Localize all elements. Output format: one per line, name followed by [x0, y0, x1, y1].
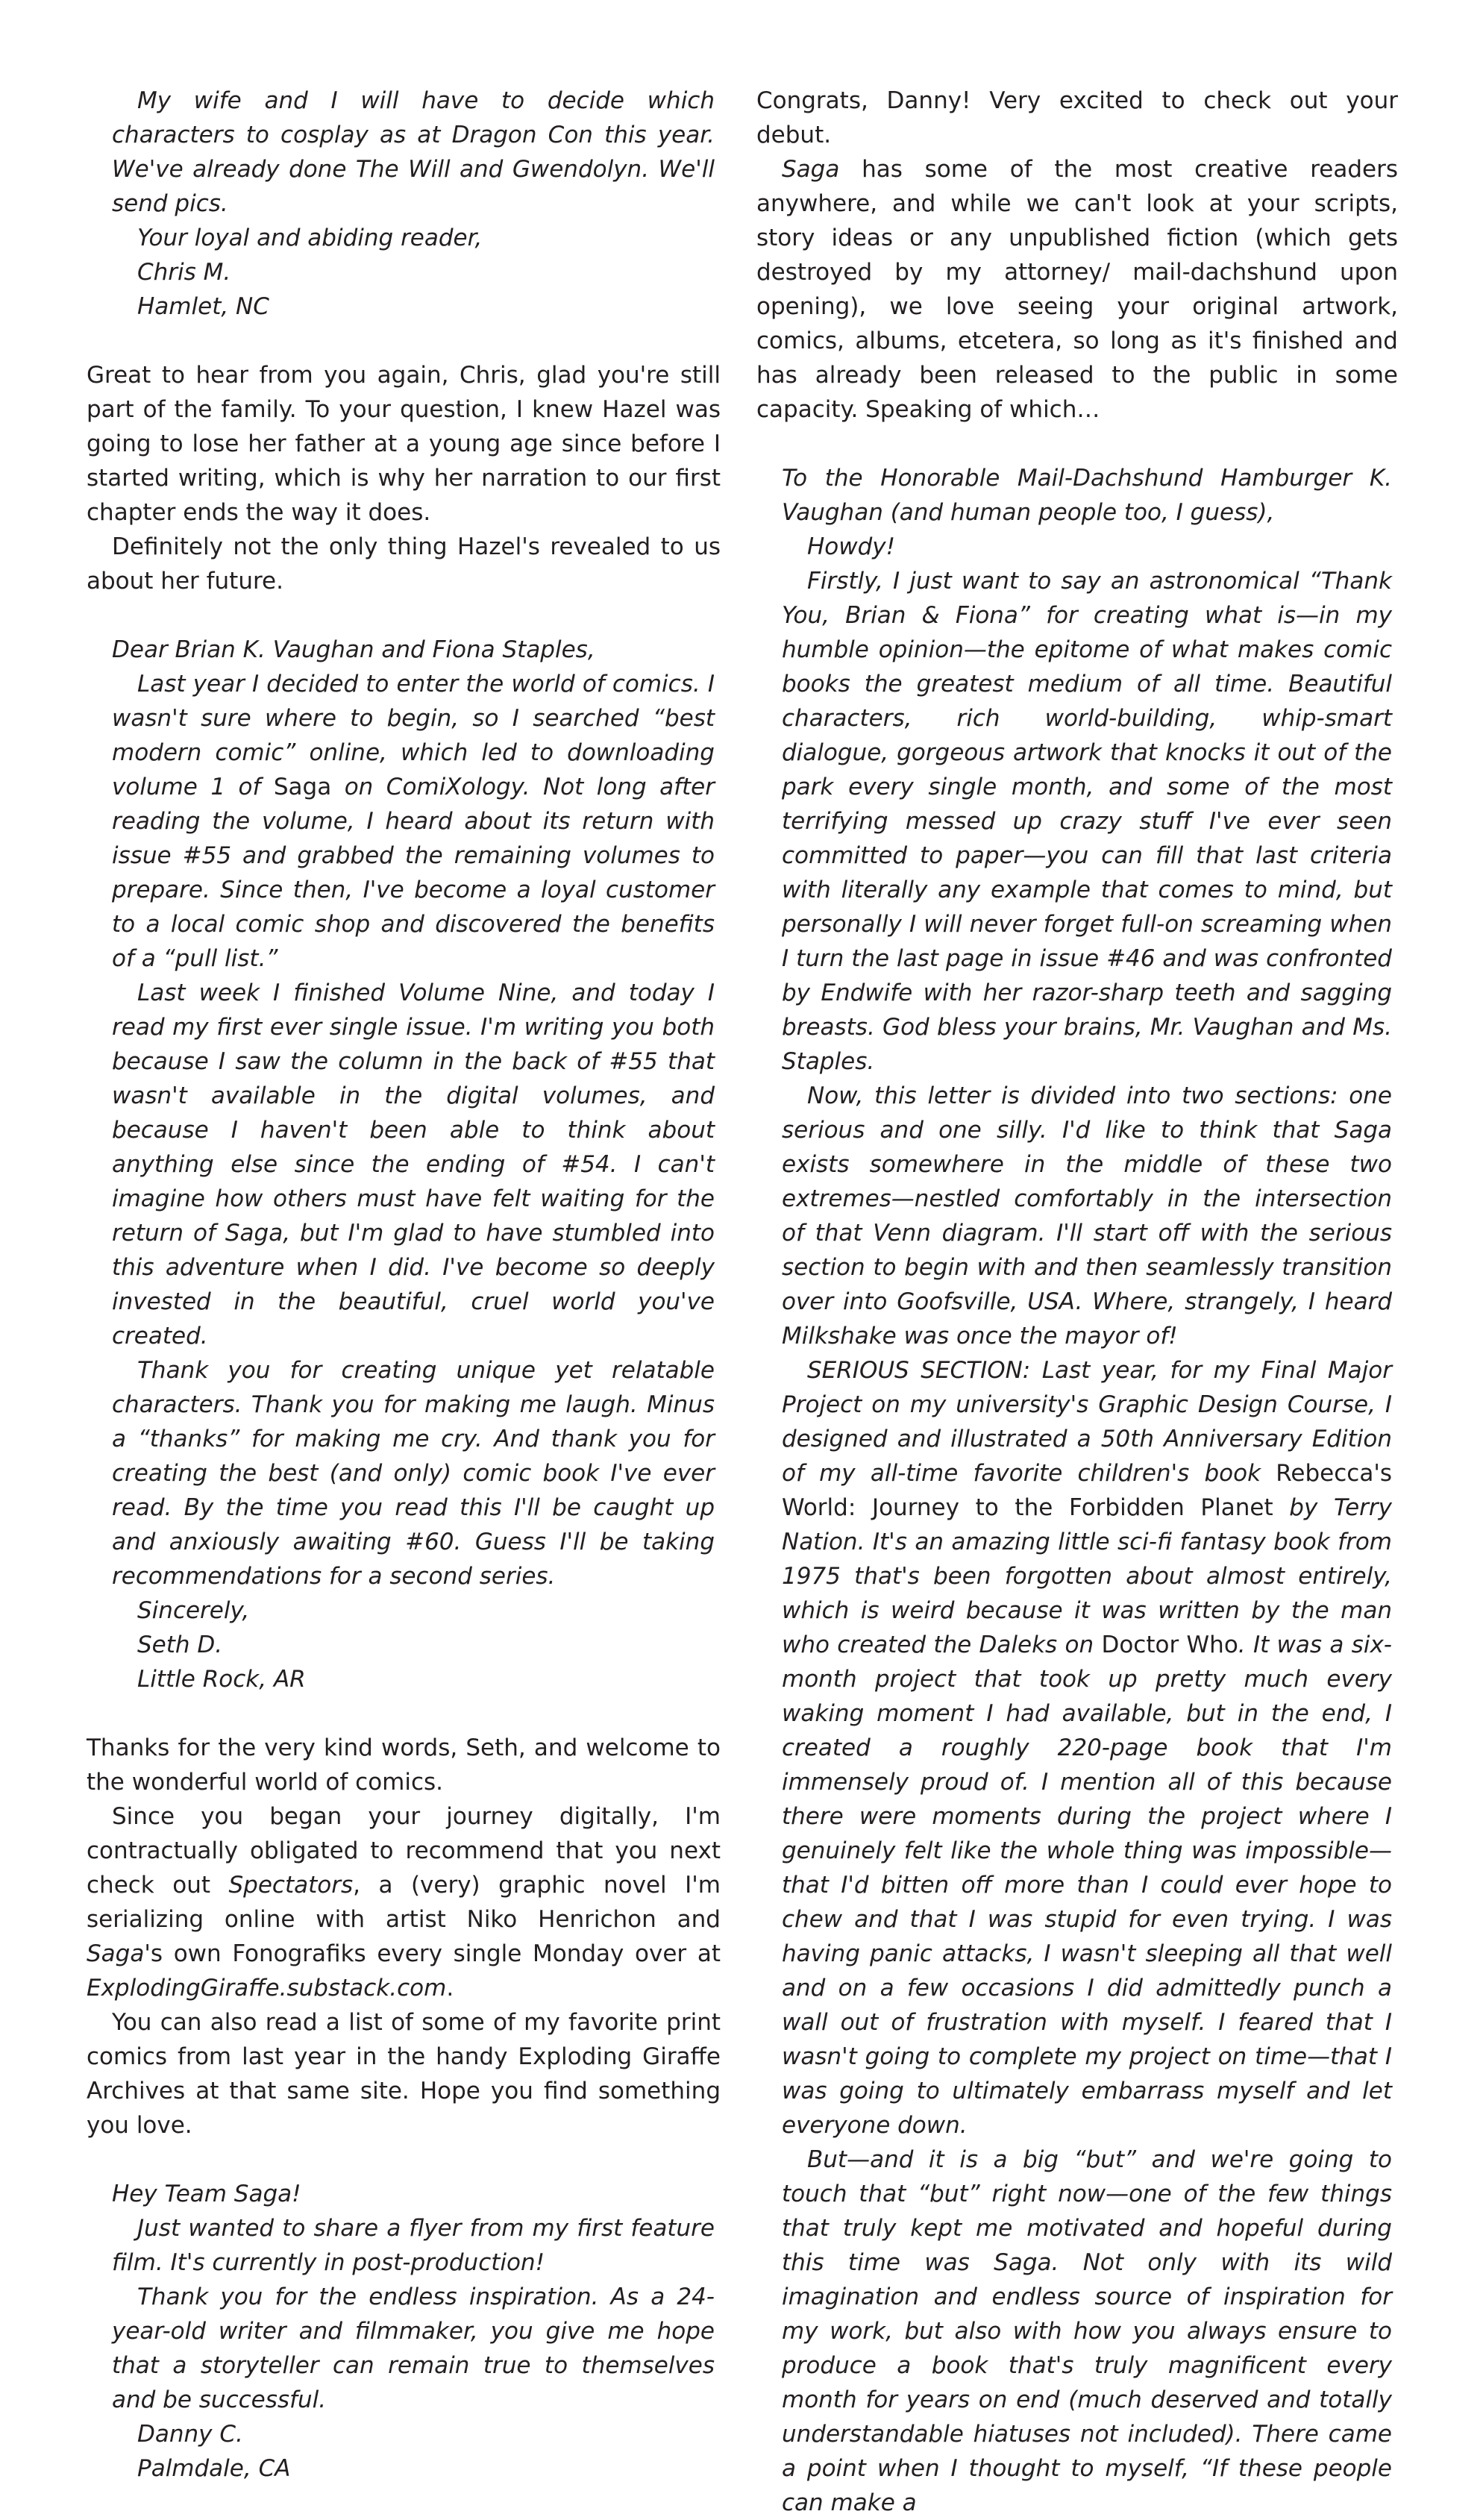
big-letter — [756, 461, 1398, 2520]
spacer — [87, 2143, 721, 2177]
title-run: Doctor Who — [1101, 1632, 1238, 1658]
title-run: Saga — [87, 1940, 145, 1967]
chris-letter — [87, 84, 721, 324]
letter-paragraph — [112, 667, 715, 976]
letter-paragraph: Last week I finished Volume Nine, and today I read my first ever single issue. I'm writing you both because I saw the column in the back of #55 that wasn't available in the digital volumes, and because I haven't been able to think about anything else since the ending of #54. I can't imagine how others must have felt waiting for the return of Saga, but I'm glad to have stumbled into this adventure when I did. I've become so deeply invested in the beautiful, cruel world you've created. — [112, 980, 715, 1350]
spacer — [87, 598, 721, 633]
letter-author: Chris M. — [137, 259, 231, 286]
letter-paragraph — [782, 1353, 1392, 2143]
letter-salutation: To the Honorable Mail-Dachshund Hamburger K. Vaughan (and human people too, I guess), — [782, 465, 1392, 526]
letter-greeting: Howdy! — [807, 533, 896, 560]
text-run: , a (very) graphic novel I'm serializing online with artist Niko Henrichon and — [87, 1872, 721, 1933]
letter-location: Little Rock, AR — [137, 1666, 306, 1693]
left-column — [87, 84, 721, 2486]
letter-salutation: Dear Brian K. Vaughan and Fiona Staples, — [112, 636, 595, 663]
danny-letter — [87, 2177, 721, 2486]
website-link[interactable]: ExplodingGiraffe.substack.com — [87, 1975, 447, 2002]
text-run: by Terry Nation. It's an amazing little sci-fi fantasy book from 1975 that's been forgotten about almost entirely, which is weird because it was written by the man who created the Daleks on — [782, 1494, 1392, 1658]
letter-location: Hamlet, NC — [137, 293, 269, 320]
seth-letter — [87, 633, 721, 1696]
text-run: on ComiXology. Not long after reading the volume, I heard about its return with issue #55 and grabbed the remaining volumes to prepare. Since then, I've become a loyal customer to a local comic shop and discovered the benefits of a “pull list.” — [112, 774, 715, 972]
letter-paragraph: Just wanted to share a flyer from my first feature film. It's currently in post-production! — [112, 2215, 715, 2276]
chris-reply — [87, 358, 721, 598]
letter-signoff: Sincerely, — [137, 1597, 250, 1624]
letter-paragraph: Now, this letter is divided into two sections: one serious and one silly. I'd like to think that Saga exists somewhere in the middle of these two extremes—nestled comfortably in the intersection of that Venn diagram. I'll start off with the serious section to begin with and then seamlessly transition over into Goofsville, USA. Where, strangely, I heard Milkshake was once the mayor of! — [782, 1082, 1392, 1350]
right-column — [756, 84, 1398, 2520]
letter-author: Seth D. — [137, 1632, 223, 1658]
letter-signoff: Your loyal and abiding reader, — [137, 225, 483, 251]
reply-paragraph — [87, 1799, 721, 2005]
letter-salutation: Hey Team Saga! — [112, 2181, 301, 2207]
text-run: . — [446, 1975, 454, 2002]
letter-location: Palmdale, CA — [137, 2455, 291, 2482]
letter-paragraph: Thank you for the endless inspiration. As a 24-year-old writer and filmmaker, you give me hope that a storyteller can remain true to themselves and be successful. — [112, 2284, 715, 2413]
letter-paragraph: Firstly, I just want to say an astronomical “Thank You, Brian & Fiona” for creating what is—in my humble opinion—the epitome of what makes comic books the greatest medium of all time. Beautiful characters, rich world-building, whip-smart dialogue, gorgeous artwork that knocks it out of the park every single month, and some of the most terrifying messed up crazy stuff I've ever seen committed to paper—you can fill that last criteria with literally any example that comes to mind, but personally I will never forget full-on screaming when I turn the last page in issue #46 and was confronted by Endwife with her razor-sharp teeth and sagging breasts. God bless your brains, Mr. Vaughan and Ms. Staples. — [782, 568, 1392, 1075]
title-run: Rebecca's World: Journey to the Forbidden Planet — [782, 1460, 1392, 1521]
reply-paragraph: Thanks for the very kind words, Seth, and welcome to the wonderful world of comics. — [87, 1734, 721, 1796]
spacer — [756, 427, 1398, 461]
reply-paragraph: Great to hear from you again, Chris, glad you're still part of the family. To your question, I knew Hazel was going to lose her father at a young age since before I started writing, which is why her narration to our first chapter ends the way it does. — [87, 362, 721, 526]
reply-paragraph: You can also read a list of some of my favorite print comics from last year in the handy Exploding Giraffe Archives at that same site. Hope you find something you love. — [87, 2009, 721, 2139]
spacer — [87, 1696, 721, 1731]
reply-paragraph: Definitely not the only thing Hazel's revealed to us about her future. — [87, 533, 721, 595]
danny-reply — [756, 84, 1398, 427]
reply-paragraph — [756, 152, 1398, 427]
letter-paragraph: Thank you for creating unique yet relatable characters. Thank you for making me laugh. Minus a “thanks” for making me cry. And thank you for creating the best (and only) comic book I've ever read. By the time you read this I'll be caught up and anxiously awaiting #60. Guess I'll be taking recommendations for a second series. — [112, 1357, 715, 1590]
text-run: . It was a six-month project that took up pretty much every waking moment I had available, but in the end, I created a roughly 220-page book that I'm immensely proud of. I mention all of this because there were moments during the project where I genuinely felt like the whole thing was impossible—that I'd bitten off more than I could ever hope to chew and that I was stupid for even trying. I was having panic attacks, I wasn't sleeping all that well and on a few occasions I did admittedly punch a wall out of frustration with myself. I feared that I wasn't going to complete my project on time—that I was going to ultimately embarrass myself and let everyone down. — [782, 1632, 1392, 2139]
text-run: has some of the most creative readers anywhere, and while we can't look at your scripts, story ideas or any unpublished fiction (which gets destroyed by my attorney/ mail-dachshund upon opening), we love seeing your original artwork, comics, albums, etcetera, so long as it's finished and has already been released to the public in some capacity. Speaking of which… — [756, 156, 1398, 423]
reply-paragraph: Congrats, Danny! Very excited to check out your debut. — [756, 87, 1398, 148]
spacer — [87, 324, 721, 358]
text-run: Last year I decided to enter the world of comics. I wasn't sure where to begin, so I searched “best modern comic” online, which led to downloading volume 1 of — [112, 671, 715, 800]
text-run: 's own Fonografiks every single Monday over at — [144, 1940, 721, 1967]
letter-paragraph: But—and it is a big “but” and we're going to touch that “but” right now—one of the few things that truly kept me motivated and hopeful during this time was Saga. Not only with its wild imagination and endless source of inspiration for my work, but also with how you always ensure to produce a book that's truly magnificent every month for years on end (much deserved and totally understandable hiatuses not included). There came a point when I thought to myself, “If these people can make a — [782, 2146, 1392, 2516]
title-run: Saga — [782, 156, 840, 183]
text-run: Since you began your journey digitally, I'm contractually obligated to recommend that you next check out — [87, 1803, 721, 1899]
text-run: SERIOUS SECTION: Last year, for my Final Major Project on my university's Graphic Design Course, I designed and illustrated a 50th Anniversary Edition of my all-time favorite children's book — [782, 1357, 1392, 1487]
letter-paragraph: My wife and I will have to decide which characters to cosplay as at Dragon Con this year. We've already done The Will and Gwendolyn. We'll send pics. — [112, 87, 715, 217]
letter-author: Danny C. — [137, 2421, 243, 2448]
title-run: Saga — [273, 774, 332, 800]
seth-reply — [87, 1731, 721, 2143]
title-run: Spectators — [228, 1872, 354, 1899]
